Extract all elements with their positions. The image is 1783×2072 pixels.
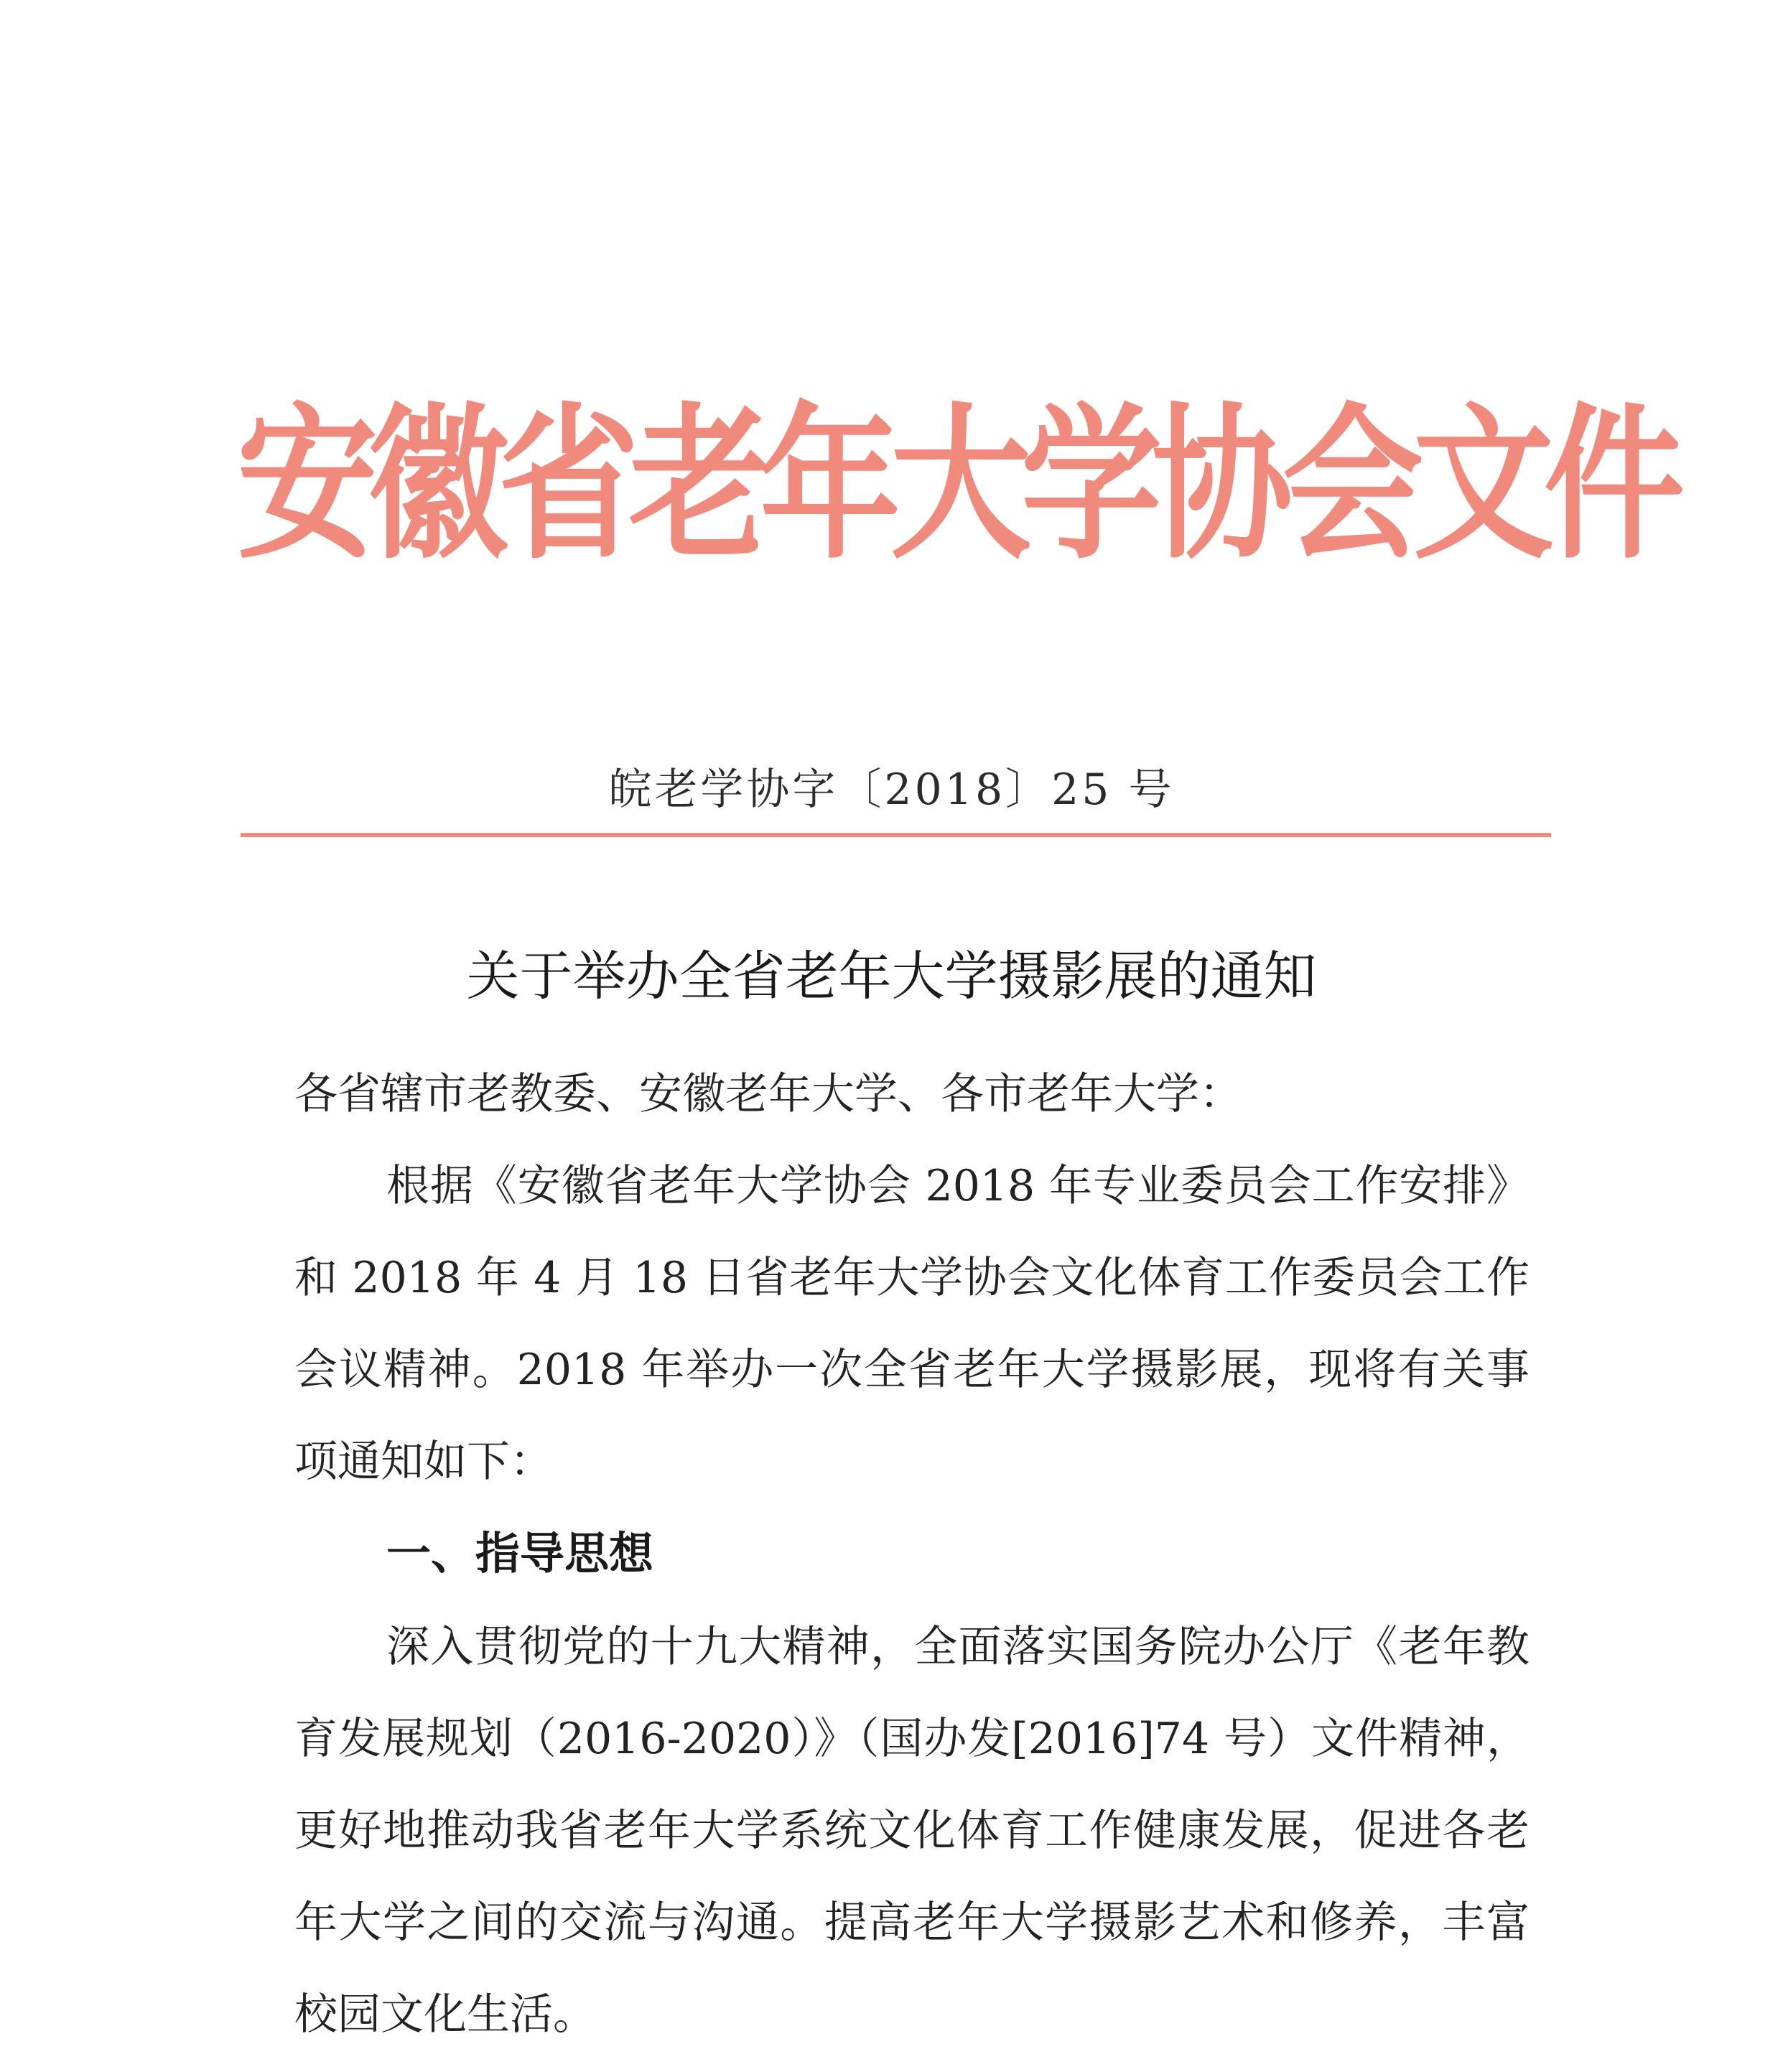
section-paragraph-guiding-ideology: 深入贯彻党的十九大精神，全面落实国务院办公厅《老年教育发展规划（2016-2020）》（国办发[2016]74 号）文件精神，更好地推动我省老年大学系统文化体育工作健康发展，促进各老年大学之间的交流与沟通。提高老年大学摄影艺术和修养，丰富校园文化生活。 <box>294 1622 1530 2040</box>
intro-paragraph: 根据《安徽省老年大学协会 2018 年专业委员会工作安排》和 2018 年 4 月 18 日省老年大学协会文化体育工作委员会工作会议精神。2018 年举办一次全省老年大学摄影展，现将有关事项通知如下： <box>294 1161 1530 1487</box>
notice-title: 关于举办全省老年大学摄影展的通知 <box>466 946 1317 1007</box>
letterhead-title: 安徽省老年大学协会文件 <box>237 387 1675 582</box>
section-heading-guiding-ideology: 一、指导思想 <box>386 1527 654 1579</box>
document-number: 皖老学协字〔2018〕25 号 <box>608 765 1175 815</box>
salutation: 各省辖市老教委、安徽老年大学、各市老年大学： <box>294 1069 1242 1119</box>
red-divider-line <box>241 833 1551 837</box>
